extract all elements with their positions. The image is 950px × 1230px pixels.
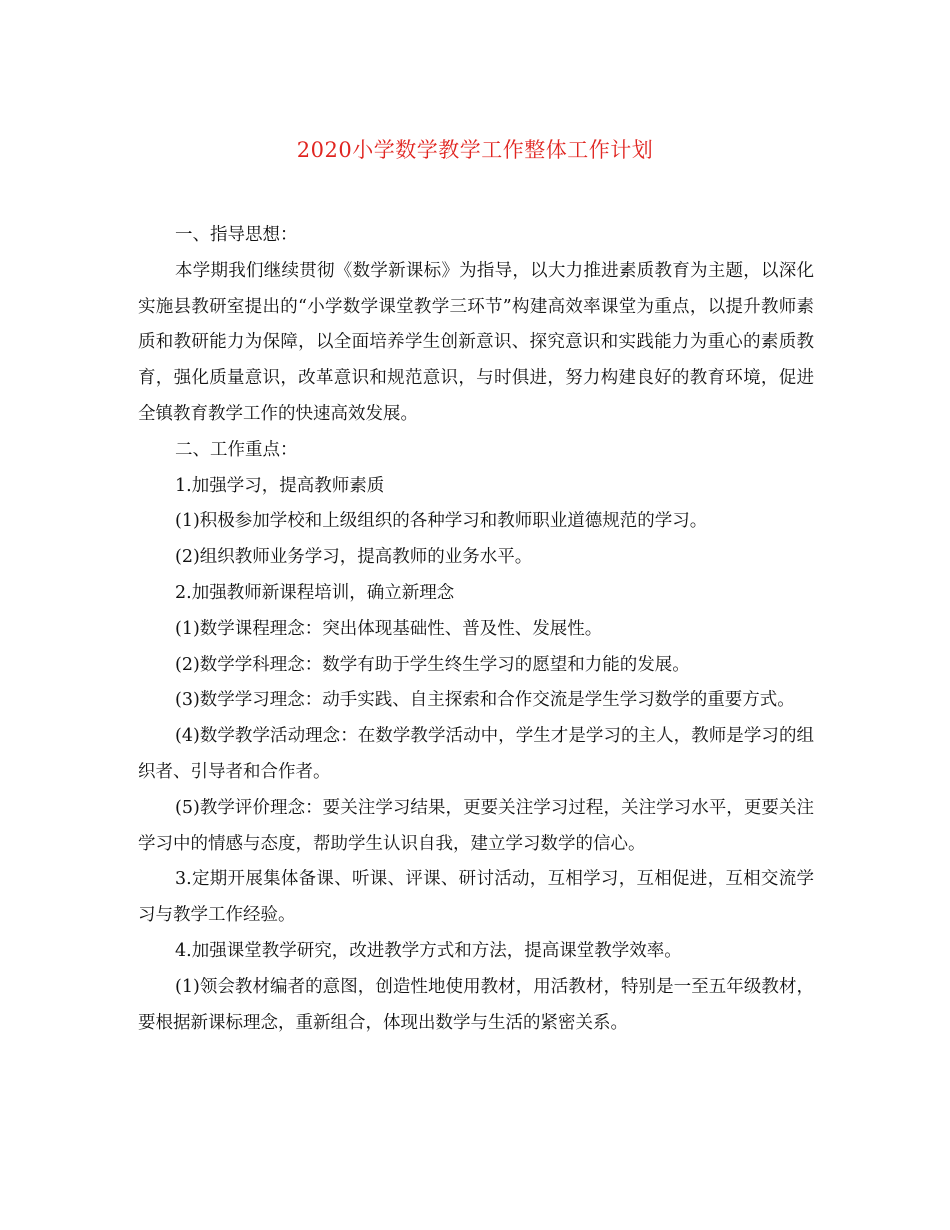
document-body: [138, 218, 814, 1041]
item-2-sub-4: (4)数学教学活动理念：在数学教学活动中，学生才是学习的主人，教师是学习的组织者、引导者和合作者。: [138, 726, 814, 782]
paragraph-guiding-thought: 本学期我们继续贯彻《数学新课标》为指导，以大力推进素质教育为主题，以深化实施县教研室提出的“小学数学课堂教学三环节”构建高效率课堂为重点，以提升教师素质和教研能力为保障，以全面培养学生创新意识、探究意识和实践能力为重心的素质教育，强化质量意识，改革意识和规范意识，与时俱进，努力构建良好的教育环境，促进全镇教育教学工作的快速高效发展。: [138, 260, 814, 424]
item-1-heading: 1.加强学习，提高教师素质: [175, 475, 385, 496]
section-heading-work-focus: 二、工作重点：: [175, 439, 298, 460]
item-4-sub-1: (1)领会教材编者的意图，创造性地使用教材，用活教材，特别是一至五年级教材，要根据新课标理念，重新组合，体现出数学与生活的紧密关系。: [138, 976, 814, 1033]
item-1-sub-1: (1)积极参加学校和上级组织的各种学习和教师职业道德规范的学习。: [175, 511, 708, 532]
item-2-sub-2: (2)数学学科理念：数学有助于学生终生学习的愿望和力能的发展。: [175, 654, 690, 675]
item-3-paragraph: 3.定期开展集体备课、听课、评课、研讨活动，互相学习，互相促进，互相交流学习与教学工作经验。: [138, 869, 814, 926]
item-2-heading: 2.加强教师新课程培训，确立新理念: [175, 582, 455, 603]
item-2-sub-3: (3)数学学习理念：动手实践、自主探索和合作交流是学生学习数学的重要方式。: [175, 690, 795, 711]
document-title: 2020小学数学教学工作整体工作计划: [296, 138, 654, 162]
item-1-sub-2: (2)组织教师业务学习，提高教师的业务水平。: [175, 547, 533, 568]
item-2-sub-5: (5)教学评价理念：要关注学习结果，更要关注学习过程，关注学习水平，更要关注学习中的情感与态度，帮助学生认识自我，建立学习数学的信心。: [138, 797, 814, 854]
item-4-heading: 4.加强课堂教学研究，改进教学方式和方法，提高课堂教学效率。: [175, 940, 682, 961]
section-heading-guiding-thought: 一、指导思想：: [175, 225, 298, 245]
item-2-sub-1: (1)数学课程理念：突出体现基础性、普及性、发展性。: [175, 618, 603, 639]
